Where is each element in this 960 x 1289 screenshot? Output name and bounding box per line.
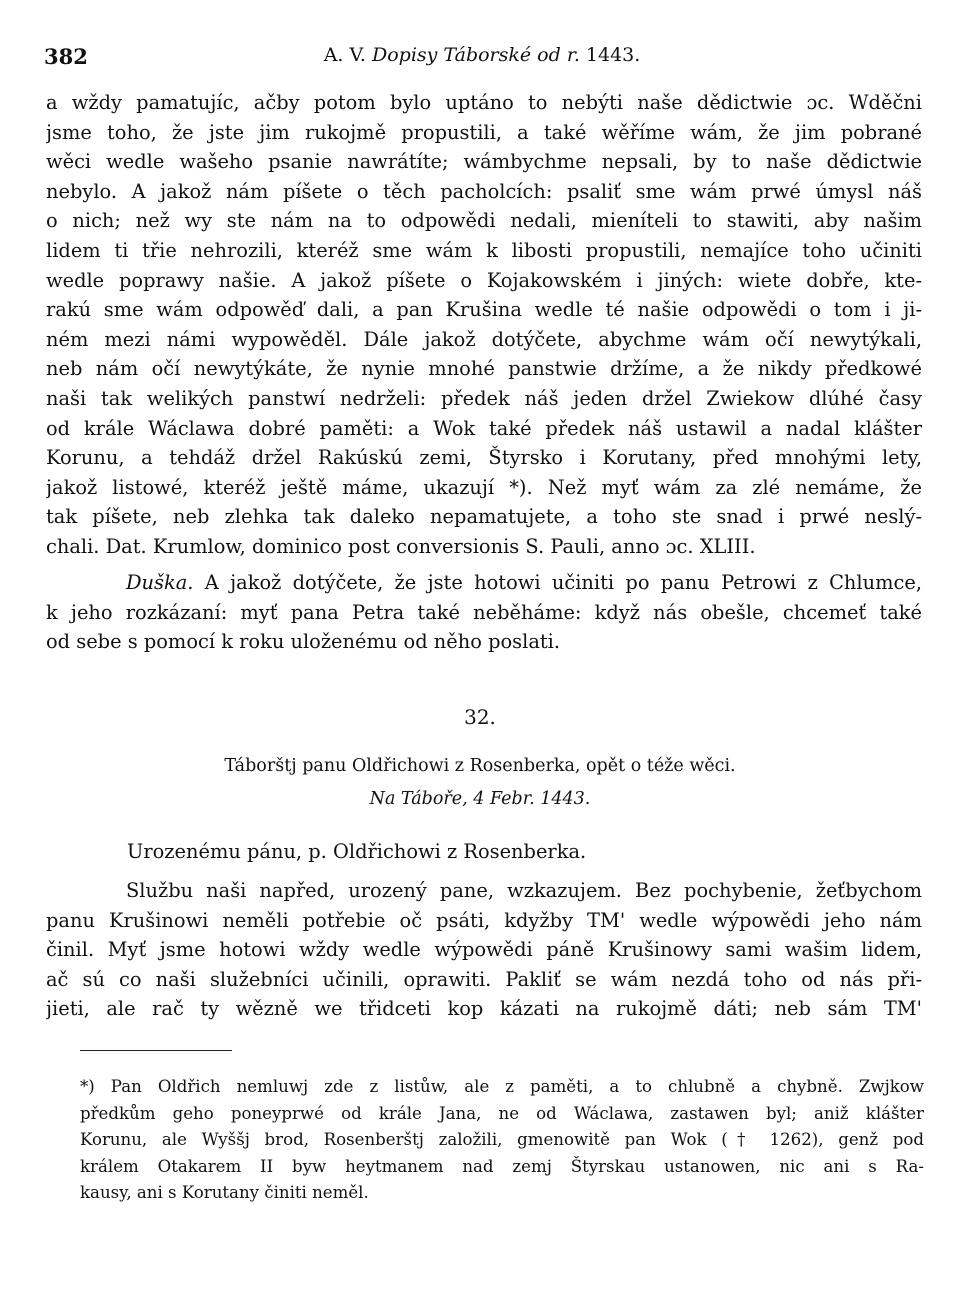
footnote — [80, 1074, 924, 1207]
text-line: wěci wedle wašeho psanie nawrátíte; wámbychme nepsali, by to naše dědictwie — [46, 150, 922, 174]
text-line: chali. Dat. Krumlow, dominico post conversionis S. Pauli, anno ɔc. XLIII. — [46, 534, 756, 558]
text-line: naši tak welikých panstwí nedrželi: předek náš jeden držel Zwiekow dlúhé časy — [46, 386, 922, 410]
text-line: od sebe s pomocí k roku uloženému od něho poslati. — [46, 630, 561, 654]
running-head-part-a: A. V. — [323, 44, 366, 66]
running-head — [44, 44, 920, 66]
text-line: a wždy pamatujíc, ačby potom bylo uptáno to nebýti naše dědictwie ɔc. Wděčni — [46, 91, 922, 114]
footnote-line: králem Otakarem II byw heytmanem nad zemj Štyrskau ustanowen, nic ani s Ra- — [80, 1156, 924, 1176]
paragraph-3 — [46, 876, 922, 1024]
section-date: Na Táboře, 4 Febr. 1443. — [369, 789, 591, 809]
text-line: jsme toho, že jste jim rukojmě propustili, a také wěříme wám, že jim pobrané — [46, 120, 922, 144]
text-line: wedle poprawy našie. A jakož píšete o Kojakowském i jiných: wiete dobře, kte- — [46, 268, 922, 292]
text-line-content: A jakož dotýčete, že jste hotowi učiniti po panu Petrowi z Chlumce, — [204, 571, 922, 594]
text-line: lidem ti třie nehrozili, kteréž sme wám k libosti propustili, nemajíce toho učiniti — [46, 238, 922, 262]
page-number: 382 — [44, 44, 88, 69]
text-line: jieti, ale rač ty wězně we třidceti kop kázati na rukojmě dáti; neb sám TM' — [46, 997, 922, 1021]
running-head-part-c: 1443. — [585, 44, 641, 66]
text-line: nebylo. A jakož nám píšete o těch pacholcích: psaliť sme wám prwé úmysl náš — [46, 179, 922, 203]
footnote-line: *) Pan Oldřich nemluwj zde z listůw, ale z paměti, a to chlubně a chybně. Zwjkow — [80, 1077, 924, 1096]
footnote-line: předkům geho poneyprwé od krále Jana, ne od Wáclawa, zastawen byl; aniž klášter — [80, 1103, 924, 1123]
text-line — [46, 568, 922, 598]
text-line: Službu naši napřed, urozený pane, wzkazujem. Bez pochybenie, žeťbychom — [126, 879, 922, 902]
text-line: neb nám očí newytýkáte, že nynie mnohé panstwie držíme, a že nikdy předkowé — [46, 357, 922, 381]
text-line: tak píšete, neb zlehka tak daleko nepamatujete, a toho ste snad i prwé neslý- — [46, 505, 922, 529]
text-line: činil. Myť jsme hotowi wždy wedle wýpowědi páně Krušinowy sami wašim lidem, — [46, 938, 922, 962]
paragraph-1 — [46, 88, 922, 562]
text-line: rakú sme wám odpowěď dali, a pan Krušina wedle té našie odpowědi o tom i ji- — [46, 298, 922, 322]
section-number: 32. — [464, 705, 496, 729]
footnote-line: Korunu, ale Wyššj brod, Rosenberštj založili, gmenowitě pan Wok († 1262), genž pod — [80, 1130, 924, 1149]
speaker-name: Duška. — [126, 571, 194, 594]
footnote-divider — [80, 1050, 232, 1051]
text-line: ném mezi námi wypowěděl. Dále jakož dotýčete, abychme wám očí newytýkali, — [46, 327, 922, 351]
text-line: ač sú co naši služebníci učinili, oprawiti. Pakliť se wám nezdá toho od nás při- — [46, 967, 922, 991]
text-line: Korunu, a tehdáž držel Rakúskú zemi, Štyrsko i Korutany, před mnohými lety, — [46, 446, 922, 470]
text-line: panu Krušinowi neměli potřebie oč psáti, kdyžby TM' wedle wýpowědi jeho nám — [46, 908, 922, 932]
page-header — [44, 44, 920, 74]
footnote-line: kausy, ani s Korutany činiti neměl. — [80, 1183, 369, 1202]
text-line: o nich; než wy ste nám na to odpowědi nedali, mieníteli to stawiti, aby našim — [46, 209, 922, 233]
text-line: jakož listowé, kteréž ještě máme, ukazují *). Než myť wám za zlé nemáme, že — [46, 475, 922, 499]
paragraph-2 — [46, 568, 922, 657]
text-line: od krále Wáclawa dobré paměti: a Wok také předek náš ustawil a nadal klášter — [46, 416, 922, 440]
text-line: k jeho rozkázaní: myť pana Petra také neběháme: když nás obešle, chcemeť také — [46, 600, 922, 624]
running-head-part-b: Dopisy Táborské od r. — [371, 44, 580, 66]
letter-address: Urozenému pánu, p. Oldřichowi z Rosenberka. — [127, 840, 587, 863]
section-title: Táborštj panu Oldřichowi z Rosenberka, opět o téže wěci. — [224, 756, 736, 776]
